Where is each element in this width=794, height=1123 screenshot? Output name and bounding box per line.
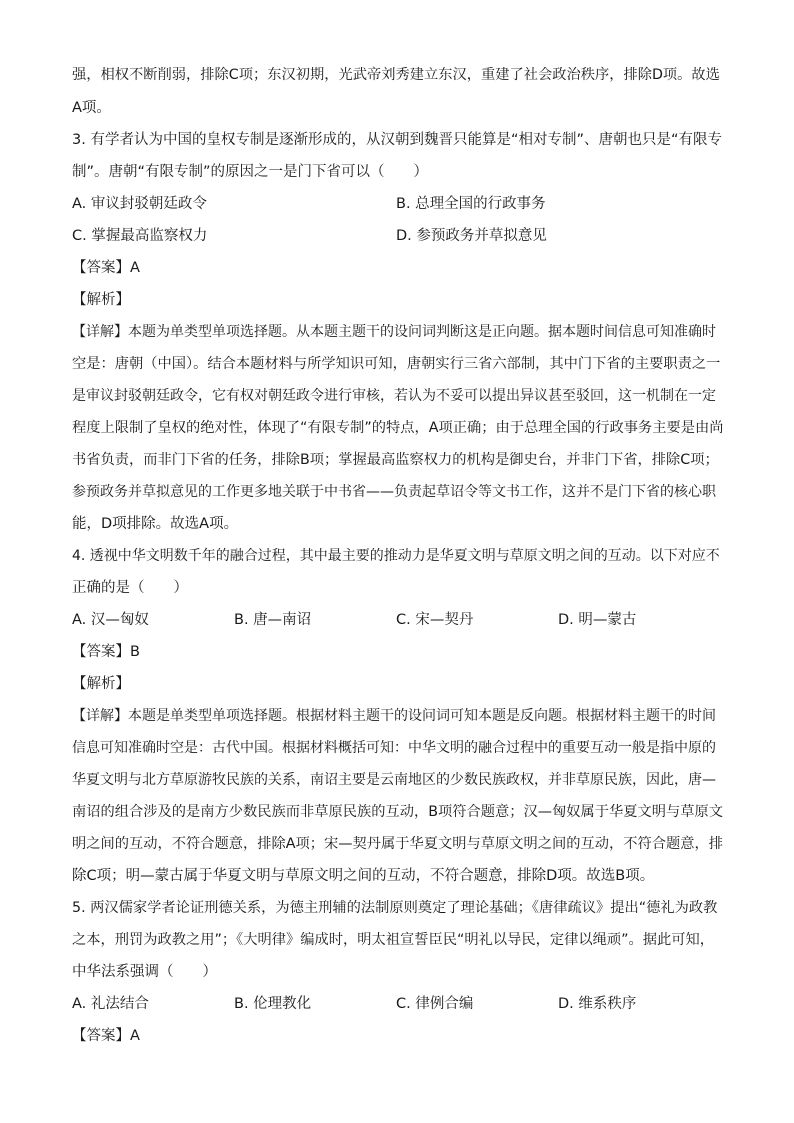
q3-stem: 制”。唐朝“有限专制”的原因之一是门下省可以（ ） bbox=[72, 164, 429, 180]
q5-option-d: D. 维系秩序 bbox=[558, 996, 637, 1012]
prev-analysis-line: A项。 bbox=[72, 100, 111, 116]
q3-detail-line: 参预政务并草拟意见的工作更多地关联于中书省——负责起草诏令等文书工作，这并不是门下省的核心职 bbox=[72, 484, 716, 500]
q5-option-c: C. 律例合编 bbox=[396, 996, 474, 1012]
q4-stem: 正确的是（ ） bbox=[72, 580, 188, 596]
q3-detail-line: 空是：唐朝（中国）。结合本题材料与所学知识可知，唐朝实行三省六部制，其中门下省的主要职责之一 bbox=[72, 356, 721, 372]
q5-stem: 之本，刑罚为政教之用”；《大明律》编成时，明太祖宣誓臣民“明礼以导民，定律以绳顽”。据此可知， bbox=[72, 932, 715, 948]
q3-option-a: A. 审议封驳朝廷政令 bbox=[72, 196, 207, 212]
q4-detail-line: 南诏的组合涉及的是南方少数民族而非草原民族的互动，B项符合题意；汉—匈奴属于华夏文明与草原文 bbox=[72, 804, 724, 820]
prev-analysis-line: 强，相权不断削弱，排除C项；东汉初期，光武帝刘秀建立东汉，重建了社会政治秩序，排除D项。故选 bbox=[72, 67, 720, 83]
q5-answer: 【答案】A bbox=[72, 1028, 140, 1044]
q4-options-row bbox=[72, 604, 724, 636]
q3-detail-line: 能，D项排除。故选A项。 bbox=[72, 516, 239, 532]
q3-option-c: C. 掌握最高监察权力 bbox=[72, 228, 208, 244]
q4-detail-line: 除C项；明—蒙古属于华夏文明与草原文明之间的互动，不符合题意，排除D项。故选B项。 bbox=[72, 868, 655, 884]
q5-stem: 中华法系强调（ ） bbox=[72, 964, 217, 980]
q4-option-c: C. 宋—契丹 bbox=[396, 612, 474, 628]
q3-detail-line: 是审议封驳朝廷政令，它有权对朝廷政令进行审核，若认为不妥可以提出异议甚至驳回，这一机制在一定 bbox=[72, 388, 716, 404]
q4-analysis-label: 【解析】 bbox=[72, 676, 130, 692]
q5-options-row bbox=[72, 988, 724, 1020]
q3-detail-line: 程度上限制了皇权的绝对性，体现了“有限专制”的特点，A项正确；由于总理全国的行政事务主要是由尚 bbox=[72, 420, 724, 436]
q4-option-a: A. 汉—匈奴 bbox=[72, 612, 149, 628]
q4-detail-line: 【详解】本题是单类型单项选择题。根据材料主题干的设问词可知本题是反向题。根据材料主题干的时间 bbox=[72, 708, 716, 724]
q5-option-b: B. 伦理教化 bbox=[234, 996, 312, 1012]
q5-stem: 5. 两汉儒家学者论证刑德关系，为德主刑辅的法制原则奠定了理论基础；《唐律疏议》提出“德礼为政教 bbox=[72, 900, 718, 916]
q3-options-row-2 bbox=[72, 220, 724, 252]
q5-option-a: A. 礼法结合 bbox=[72, 996, 149, 1012]
q4-option-b: B. 唐—南诏 bbox=[234, 612, 312, 628]
q3-option-d: D. 参预政务并草拟意见 bbox=[396, 228, 547, 244]
q3-stem: 3. 有学者认为中国的皇权专制是逐渐形成的，从汉朝到魏晋只能算是“相对专制”、唐朝也只是“有限专 bbox=[72, 132, 722, 148]
q4-stem: 4. 透视中华文明数千年的融合过程，其中最主要的推动力是华夏文明与草原文明之间的互动。以下对应不 bbox=[72, 548, 720, 564]
q3-answer: 【答案】A bbox=[72, 260, 140, 276]
q4-answer: 【答案】B bbox=[72, 644, 140, 660]
q3-detail-line: 【详解】本题为单类型单项选择题。从本题主题干的设问词判断这是正向题。据本题时间信息可知准确时 bbox=[72, 324, 716, 340]
q3-options-row-1 bbox=[72, 188, 724, 220]
page-content bbox=[72, 59, 724, 1052]
q4-option-d: D. 明—蒙古 bbox=[558, 612, 637, 628]
q4-detail-line: 信息可知准确时空是：古代中国。根据材料概括可知：中华文明的融合过程中的重要互动一般是指中原的 bbox=[72, 740, 716, 756]
q3-option-b: B. 总理全国的行政事务 bbox=[396, 196, 546, 212]
q4-detail-line: 明之间的互动，不符合题意，排除A项；宋—契丹属于华夏文明与草原文明之间的互动，不符合题意，排 bbox=[72, 836, 724, 852]
q3-analysis-label: 【解析】 bbox=[72, 292, 130, 308]
q4-detail-line: 华夏文明与北方草原游牧民族的关系，南诏主要是云南地区的少数民族政权，并非草原民族，因此，唐— bbox=[72, 772, 716, 788]
q3-detail-line: 书省负责，而非门下省的任务，排除B项；掌握最高监察权力的机构是御史台，并非门下省，排除C项； bbox=[72, 452, 719, 468]
